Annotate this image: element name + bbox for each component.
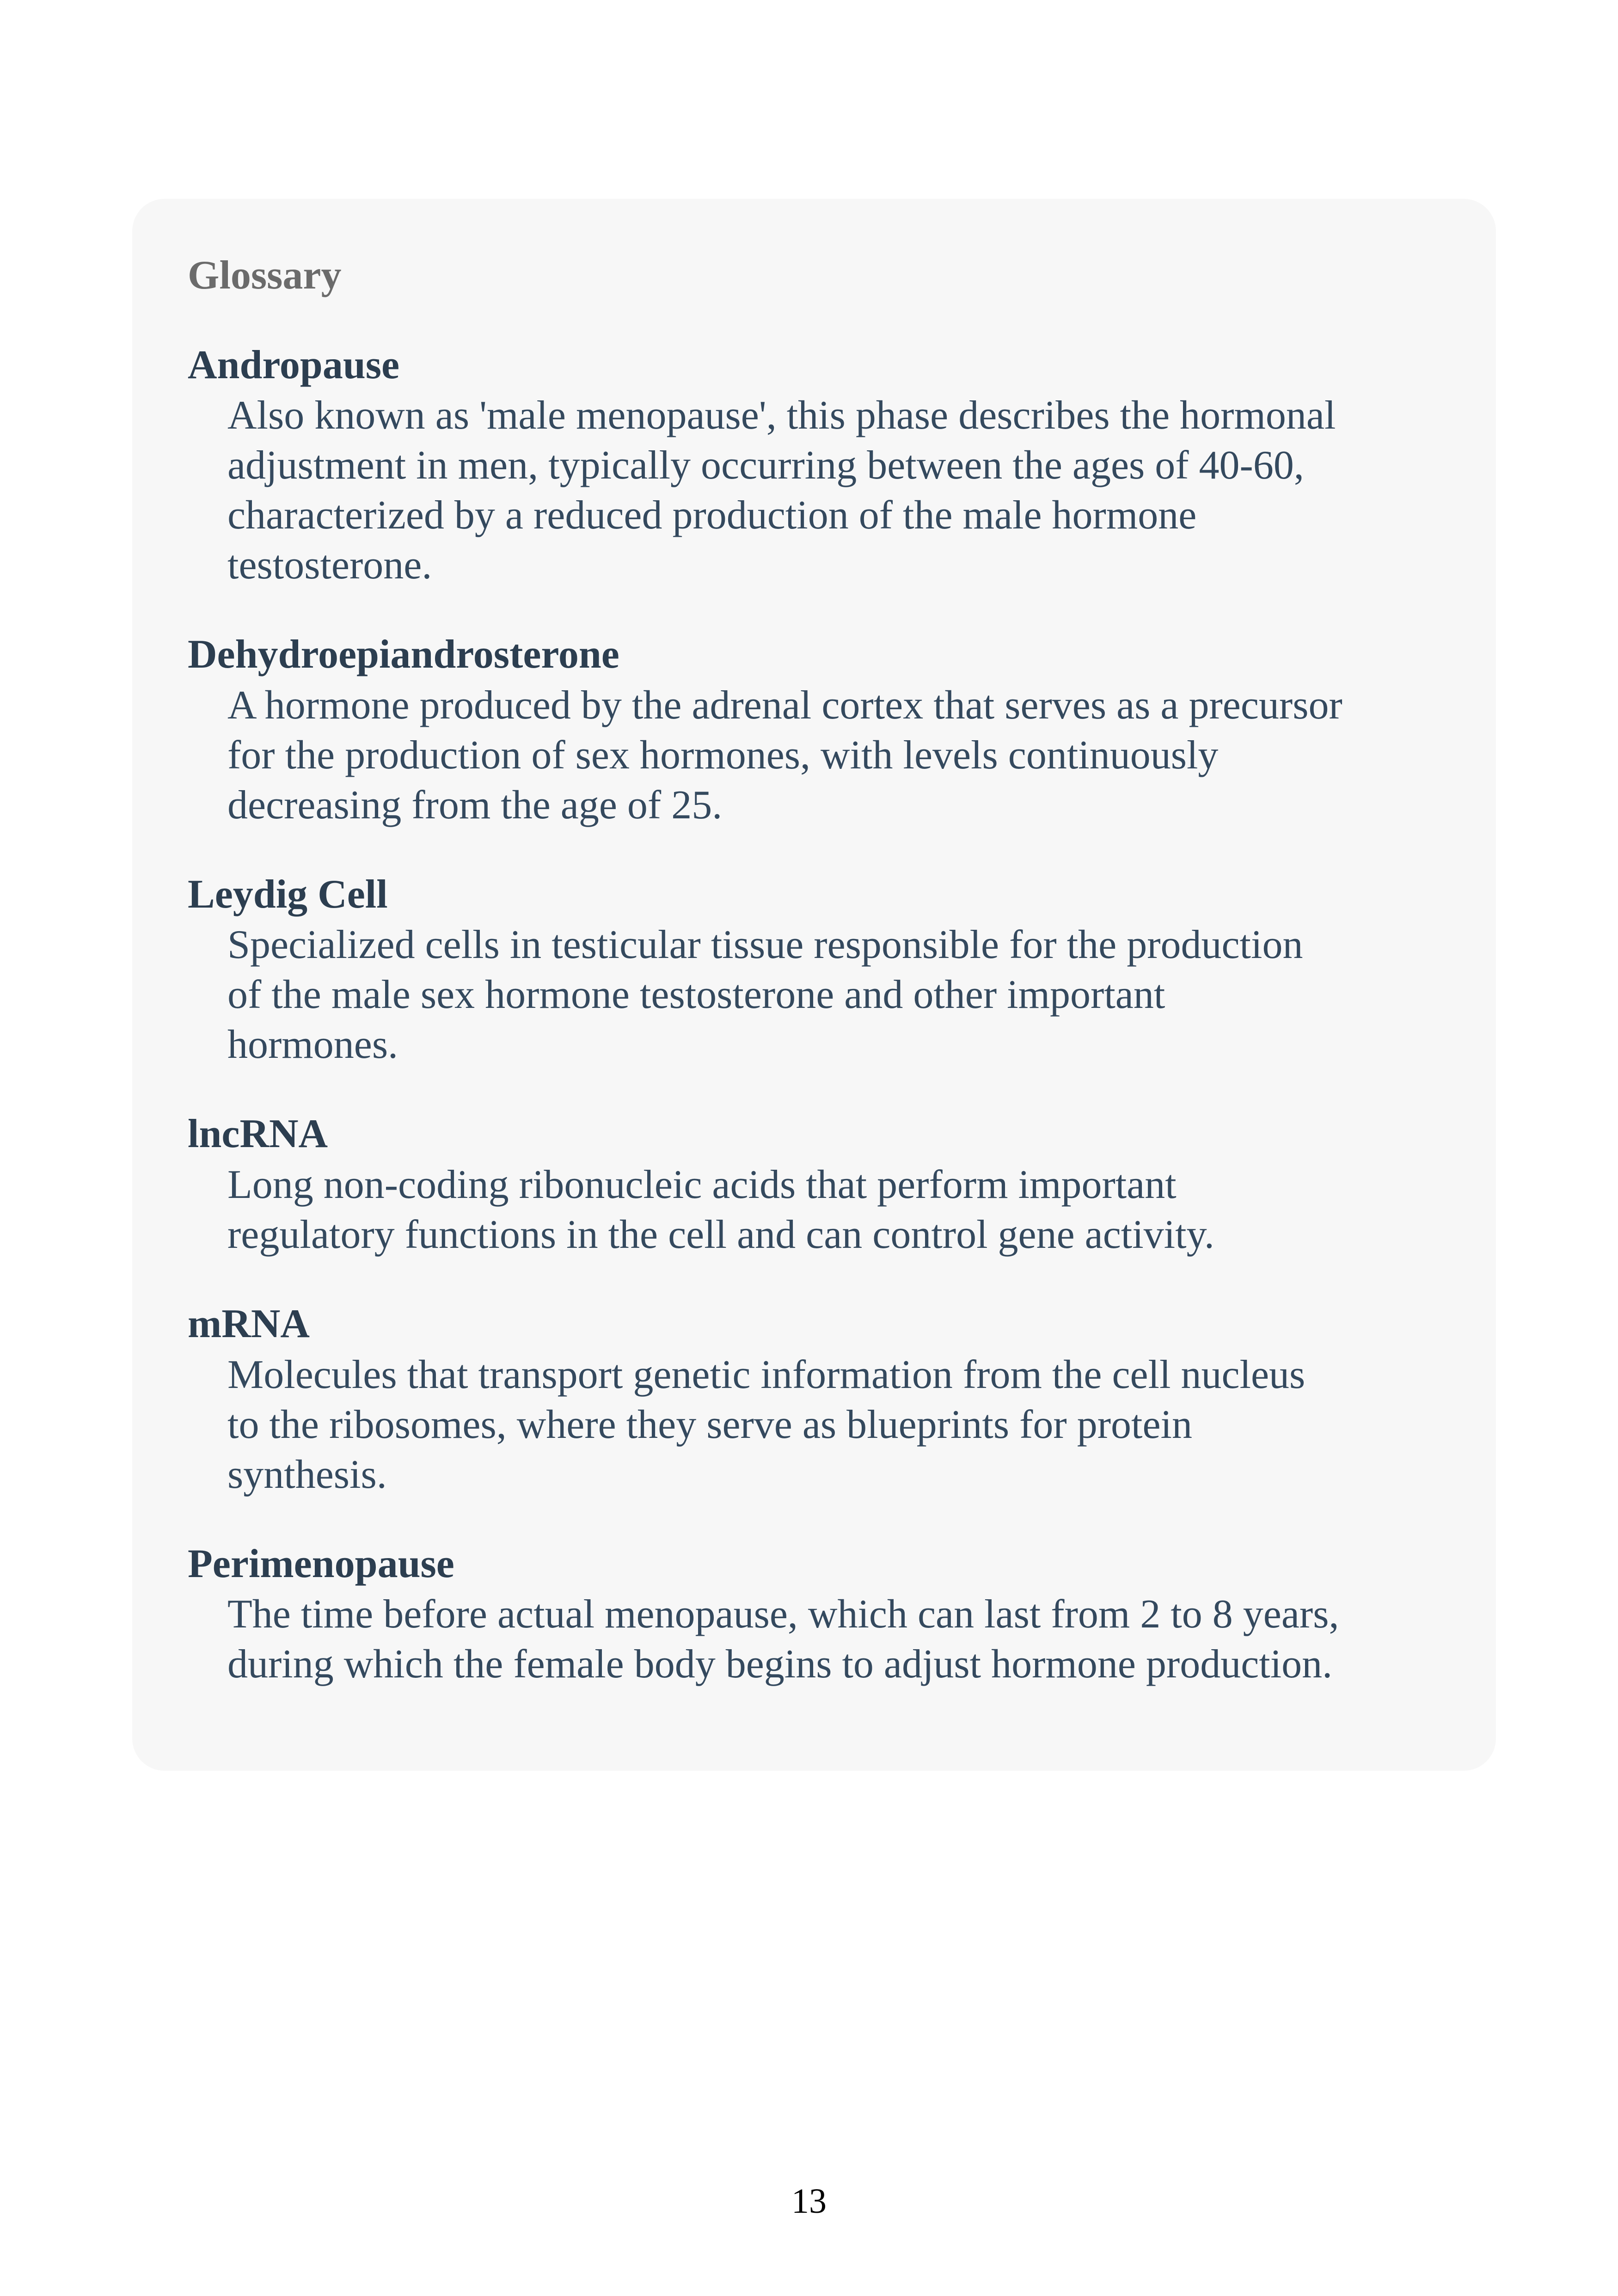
glossary-definition: The time before actual menopause, which can last from 2 to 8 years, during which the female body begins to adjust hormone production. [227, 1592, 1339, 1687]
glossary-term: mRNA [188, 1301, 310, 1346]
glossary-term: Perimenopause [188, 1541, 454, 1586]
glossary-definition: A hormone produced by the adrenal cortex that serves as a precursor for the production of sex hormones, with levels continuously decreasing from the age of 25. [227, 682, 1342, 828]
glossary-box [132, 199, 1496, 1771]
glossary-definition: Also known as 'male menopause', this phase describes the hormonal adjustment in men, typically occurring between the ages of 40-60, characterized by a reduced production of the male hormone testosterone. [227, 393, 1336, 588]
glossary-entry-lncrna [188, 1111, 1440, 1260]
glossary-entry-dehydroepiandrosterone [188, 632, 1440, 830]
glossary-definition: Molecules that transport genetic information from the cell nucleus to the ribosomes, where they serve as blueprints for protein synthesis. [227, 1352, 1305, 1497]
glossary-entry-andropause [188, 343, 1440, 591]
glossary-term: Dehydroepiandrosterone [188, 632, 619, 677]
glossary-entry-perimenopause [188, 1541, 1440, 1690]
glossary-term: lncRNA [188, 1111, 328, 1157]
glossary-definition: Long non-coding ribonucleic acids that perform important regulatory functions in the cell and can control gene activity. [227, 1162, 1214, 1257]
page-number: 13 [791, 2182, 827, 2221]
glossary-entry-leydig-cell [188, 872, 1440, 1070]
glossary-term: Leydig Cell [188, 872, 388, 917]
glossary-definition: Specialized cells in testicular tissue responsible for the production of the male sex hormone testosterone and other important hormones. [227, 922, 1303, 1068]
glossary-entry-mrna [188, 1301, 1440, 1500]
glossary-title: Glossary [188, 253, 342, 298]
glossary-term: Andropause [188, 342, 400, 387]
